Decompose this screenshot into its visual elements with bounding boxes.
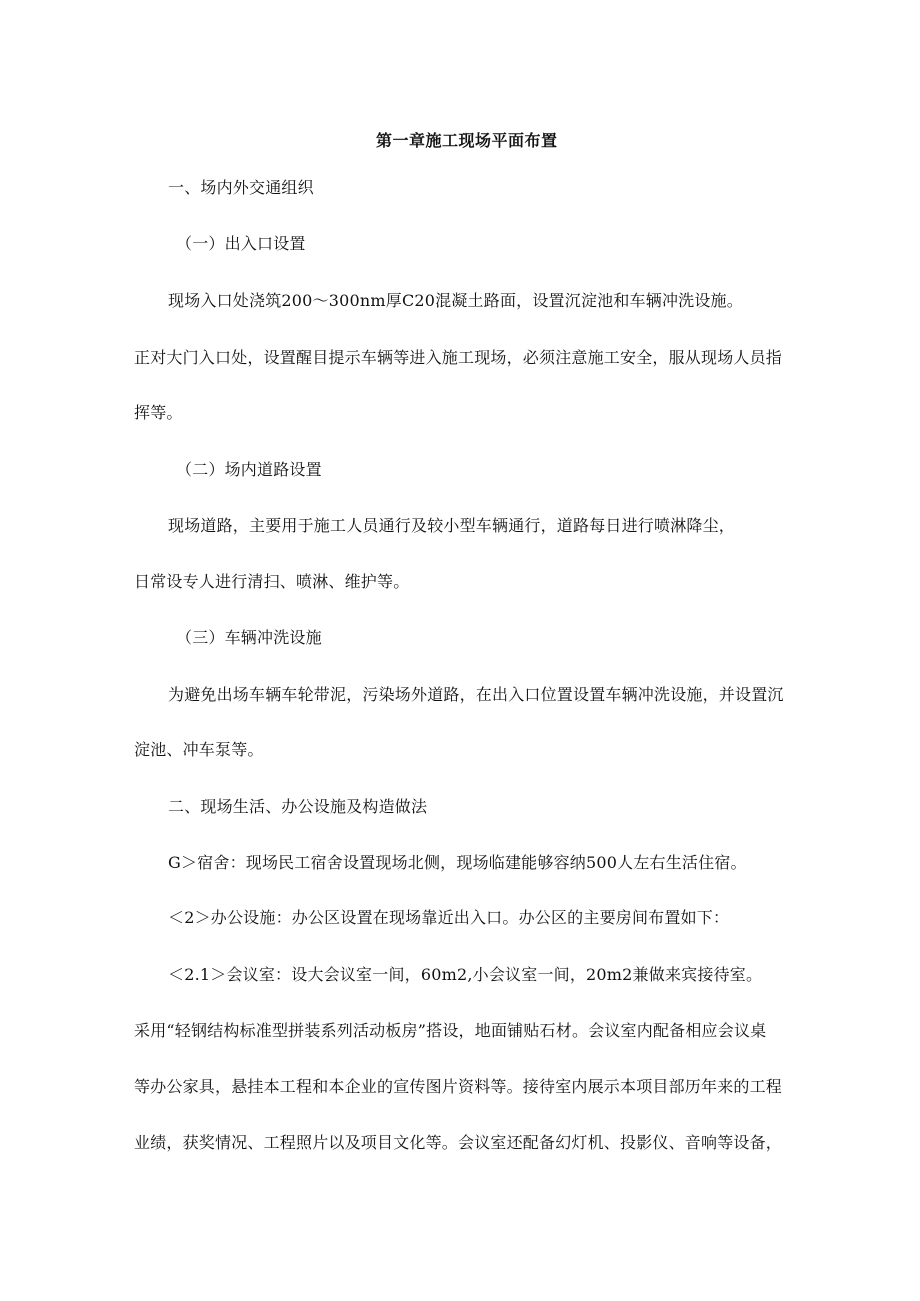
paragraph-line: 正对大门入口处，设置醒目提示车辆等进入施工现场，必须注意施工安全，服从现场人员指 <box>134 348 783 367</box>
chapter-title: 第一章施工现场平面布置 <box>376 131 558 150</box>
paragraph-line: 等办公家具，悬挂本工程和本企业的宣传图片资料等。接待室内展示本项目部历年来的工程 <box>134 1077 783 1096</box>
subsection-heading-roads: （二）场内道路设置 <box>176 460 322 479</box>
paragraph-line: 挥等。 <box>134 403 183 422</box>
paragraph-line: 日常设专人进行清扫、喷淋、维护等。 <box>134 572 410 591</box>
paragraph-line: ＜2＞办公设施：办公区设置在现场靠近出入口。办公区的主要房间布置如下： <box>168 908 730 927</box>
paragraph-line: 采用“轻钢结构标准型拼装系列活动板房”搭设，地面铺贴石材。会议室内配备相应会议桌 <box>134 1021 767 1040</box>
paragraph-line: 为避免出场车辆车轮带泥，污染场外道路，在出入口位置设置车辆冲洗设施，并设置沉 <box>168 685 784 704</box>
paragraph-line: ＜2.1＞会议室：设大会议室一间，60m2,小会议室一间，20m2兼做来宾接待室。 <box>168 965 763 984</box>
section-heading-traffic: 一、场内外交通组织 <box>168 178 314 197</box>
paragraph-line: G＞宿舍：现场民工宿舍设置现场北侧，现场临建能够容纳500人左右生活住宿。 <box>168 853 747 872</box>
subsection-heading-entrance: （一）出入口设置 <box>176 234 306 253</box>
section-heading-facilities: 二、现场生活、办公设施及构造做法 <box>168 797 428 816</box>
paragraph-line: 现场入口处浇筑200～300nm厚C20混凝土路面，设置沉淀池和车辆冲洗设施。 <box>168 291 743 310</box>
subsection-heading-washing: （三）车辆冲洗设施 <box>176 628 322 647</box>
paragraph-line: 现场道路，主要用于施工人员通行及较小型车辆通行，道路每日进行喷淋降尘， <box>168 516 736 535</box>
paragraph-line: 业绩，获奖情况、工程照片以及项目文化等。会议室还配备幻灯机、投影仪、音响等设备， <box>134 1133 783 1152</box>
paragraph-line: 淀池、冲车泵等。 <box>134 740 264 759</box>
